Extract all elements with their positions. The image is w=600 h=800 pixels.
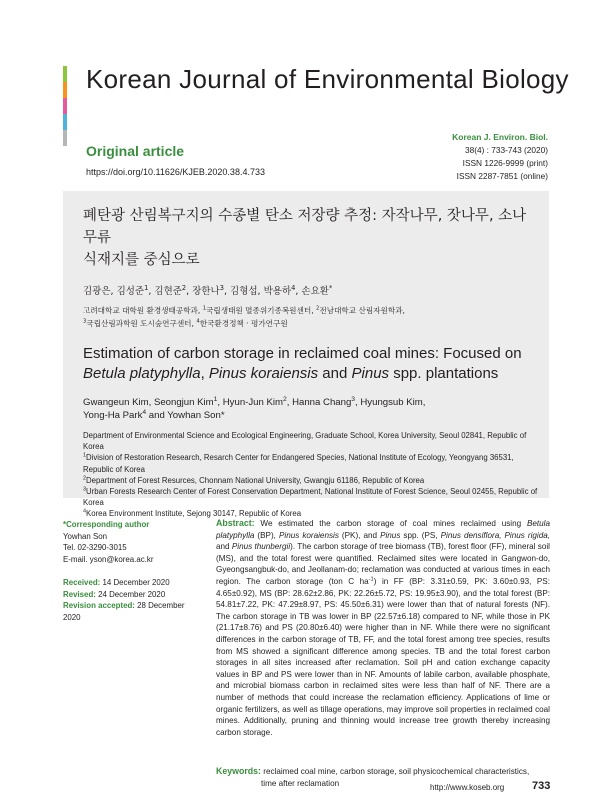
journal-title: Korean Journal of Environmental Biology [86, 64, 569, 94]
doi-link[interactable]: https://doi.org/10.11626/KJEB.2020.38.4.733 [86, 167, 265, 177]
english-authors [83, 396, 538, 422]
color-bar-segment [63, 130, 67, 146]
english-title [83, 344, 538, 384]
date-label: Received: [63, 578, 101, 587]
title-text: and [318, 365, 352, 382]
affiliation-text: 고려대학교 대학원 환경생태공학과, [83, 306, 203, 315]
author-sup: * [328, 283, 333, 292]
english-title-line: Estimation of carbon storage in reclaimed coal mines: Focused on [83, 345, 522, 362]
color-bar-segment [63, 114, 67, 130]
author-sup: 3 [219, 283, 224, 292]
abstract-text: ). The carbon storage of tree biomass (TB), forest floor (FF), mineral soil (MS), and the total forest were quantified. Reclaimed sites were located in Gangwon-do, Gyeongsangbuk-do, and Jeollanam-do; reclamation was conducted at various times in each region. The carbon storage (ton C ha [216, 542, 550, 586]
author-name: Seongjun Kim [153, 397, 214, 408]
unit-superscript: -1 [368, 576, 374, 583]
keywords-line [216, 766, 550, 778]
title-text: , [200, 365, 209, 382]
keywords-label: Keywords: [216, 766, 261, 776]
date-value: 14 December 2020 [100, 578, 170, 587]
title-text: spp. plantations [389, 365, 499, 382]
korean-affiliation-line: 고려대학교 대학원 환경생태공학과, $^1$국립생태원 멸종위기종복원센터, $^2$전남대학교 산림자원학과, [83, 305, 405, 315]
accepted-date [63, 600, 203, 623]
abstract-text: (PK), and [338, 530, 381, 540]
affiliation-text: 국립생태원 멸종위기종복원센터, [206, 306, 317, 315]
abstract [216, 518, 550, 738]
corresponding-author-tel: Tel. 02-3290-3015 [63, 543, 127, 552]
korean-title [83, 205, 538, 271]
author-name: Gwangeun Kim, [83, 397, 154, 408]
author-name: 장한나 [192, 286, 220, 297]
color-bar-segment [63, 66, 67, 82]
color-bar-segment [63, 98, 67, 114]
affiliation-text: 전남대학교 산림자원학과, [319, 306, 405, 315]
author-sup: 4 [142, 408, 147, 416]
keywords-text: time after reclamation [261, 778, 340, 788]
author-sup: 4 [291, 283, 296, 292]
abstract-text: ) in FF (BP: 3.31±0.59, PK: 3.60±0.93, PS: 4.65±0.92), MS (BP: 28.62±2.86, PK: 22.26±5.72, PS: 19.95±3.90), and the total forest (BP: 54.81±7.22, PK: 47.29±8.97, PS: 45.50±6.31) were lower than that of natural forests (NF). The carbon storage in TB was lower in BP (22.57±6.18) compared to NF, while those in PK (21.17±8.76) and PS (20.80±6.40) were higher than in NF. While there were no significant differences in the carbon storage of TB, FF, and the total forest among tree species, results from MS showed a significant difference among species. TB and the total forest carbon storages in all sites increased after reclamation. Soil pH and cation exchange capacity values in BP and PS were lower than in NF. Amounts of labile carbon, available phosphate, and microbial biomass carbon in reclaimed sites were less than half of NF. There are a number of methods that could increase the reclamation efficiency. Applications of lime or organic fertilizers, as well as tillage operations, may improve soil properties in reclaimed coal mines. Additionally, pruning and thinning would increase tree growth thereby increasing carbon storage. [216, 576, 550, 737]
journal-info [452, 131, 548, 183]
author-name: Yong-Ha Park [83, 410, 143, 421]
species-name: Pinus koraiensis [208, 365, 319, 382]
species-name: Pinus [380, 530, 401, 540]
received-date [63, 577, 203, 589]
korean-affiliation-line: $^3$국립산림과학원 도시숲연구센터, $^4$한국환경정책 · 평가연구원 [83, 318, 288, 328]
korean-authors: 김광은, 김성준$^1$, 김현준$^2$, 장한나$^3$, 김형섭, 박용하$^4$, 손요환* [83, 283, 333, 297]
english-affiliation: $^4$Korea Environment Institute, Sejong 30147, Republic of Korea [83, 508, 302, 519]
korean-title-line: 식재지를 중심으로 [83, 252, 200, 268]
species-name: Pinus [351, 365, 390, 382]
author-name: , Hyun-Jun Kim [217, 397, 283, 408]
species-name: Betula platyphylla [216, 519, 550, 540]
korean-title-line: 폐탄광 산림복구지의 수종별 탄소 저장량 추정: 자작나무, 잣나무, 소나무류 [83, 208, 527, 246]
author-sup: 2 [283, 395, 287, 403]
author-name: 김성준 [116, 286, 145, 297]
english-affiliation: $^3$Urban Forests Research Center of Forest Conservation Department, National Institute of Forest Science, Seoul 02455, Republic of Korea [83, 486, 538, 508]
color-bar-segment [63, 82, 67, 98]
english-affiliation: Department of Environmental Science and Ecological Engineering, Graduate School, Korea University, Seoul 02841, Republic of Korea [83, 431, 527, 452]
author-name: 박용하 [263, 286, 292, 297]
footer-url[interactable]: http://www.koseb.org [430, 783, 505, 792]
species-name: Betula platyphylla [83, 365, 201, 382]
korean-affiliations [83, 304, 538, 330]
english-authors-line [83, 396, 538, 409]
author-name: 김현준 [154, 286, 182, 297]
corresponding-author-name: Yowhan Son [63, 531, 108, 541]
species-name: Pinus koraiensis [278, 530, 339, 540]
journal-volume: 38(4) : 733-743 (2020) [464, 145, 548, 155]
author-name: 손요환 [301, 286, 329, 297]
abstract-text: and [216, 542, 232, 552]
revised-date [63, 589, 203, 601]
author-name: 김광은 [83, 286, 111, 297]
issn-print: ISSN 1226-9999 (print) [462, 158, 548, 168]
abstract-text: spp. (PS, [400, 530, 441, 540]
abstract-text: We estimated the carbon storage of coal mines reclaimed using [254, 519, 527, 528]
english-affiliation: $^1$Division of Restoration Research, Resarch Center for Endangered Species, National Institute of Ecology, Yeongyang 36531, Republic of Korea [83, 452, 514, 474]
date-label: Revision accepted: [63, 601, 135, 610]
author-sup: 3 [351, 395, 356, 403]
correspondence-block [63, 519, 203, 565]
corresponding-author-label: *Corresponding author [63, 520, 150, 529]
author-name: , Hyungsub Kim, [355, 397, 426, 408]
keywords-text: reclaimed coal mine, carbon storage, soil physicochemical characteristics, [260, 767, 530, 776]
english-title-line [83, 364, 538, 384]
page-number: 733 [532, 780, 551, 792]
english-affiliation: $^2$Department of Forest Resurces, Chonnam National University, Gwangju 61186, Republic of Korea [83, 475, 425, 485]
author-sup: 1 [213, 395, 218, 403]
journal-color-bar [63, 66, 67, 146]
author-name: and Yowhan Son* [146, 410, 225, 421]
abstract-label: Abstract: [216, 518, 255, 528]
author-name: , Hanna Chang [286, 397, 352, 408]
author-name: 김형섭 [230, 286, 258, 297]
dates-block [63, 577, 203, 623]
article-type: Original article [86, 143, 185, 159]
author-sup: 2 [181, 283, 187, 292]
species-name: Pinus thunbergii [231, 542, 291, 552]
date-value: 28 December 2020 [63, 601, 185, 622]
issn-online: ISSN 2287-7851 (online) [456, 171, 548, 181]
journal-abbreviation: Korean J. Environ. Biol. [452, 132, 548, 142]
english-affiliations [83, 430, 538, 520]
date-label: Revised: [63, 589, 96, 599]
affiliation-text: 한국환경정책 · 평가연구원 [199, 319, 288, 328]
species-name: Pinus densiflora, Pinus rigida, [440, 530, 550, 540]
article-sidebar [63, 519, 203, 623]
date-value: 24 December 2020 [95, 589, 166, 599]
english-authors-line [83, 409, 538, 422]
article-header-box [63, 191, 549, 519]
author-sup: 1 [144, 283, 149, 292]
affiliation-text: 국립산림과학원 도시숲연구센터, [86, 319, 197, 328]
corresponding-author-email[interactable]: E-mail. yson@korea.ac.kr [63, 554, 154, 564]
abstract-text: (BP), [254, 530, 279, 540]
